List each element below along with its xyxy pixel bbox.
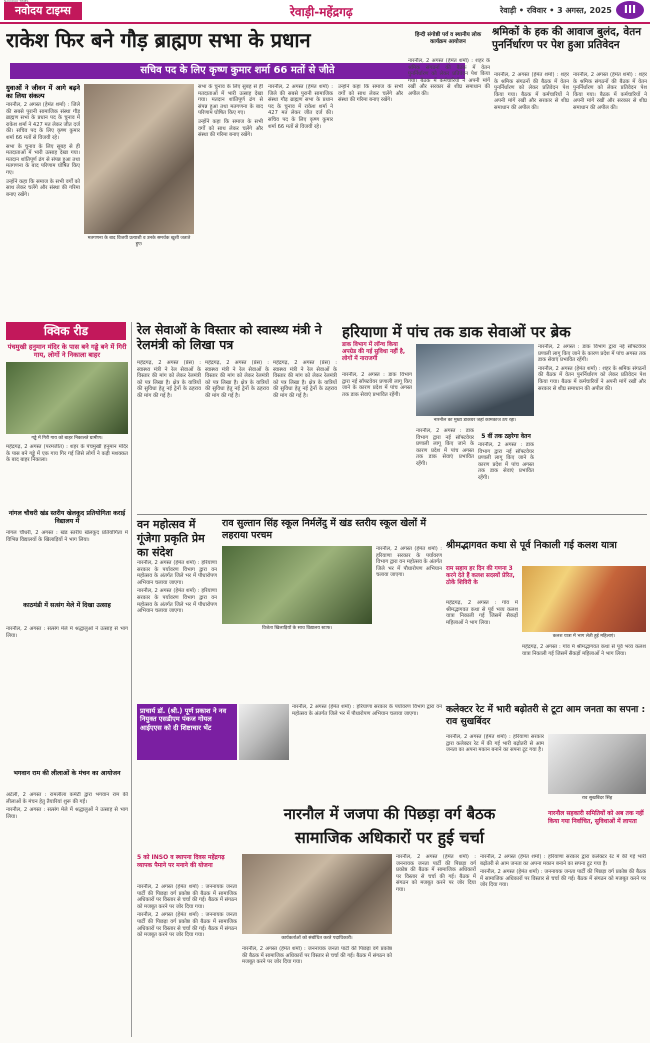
bottom-text-2: नारनौल, 2 अगस्त (हेमंत शर्मा) : जननायक जनता पार्टी की पिछड़ा वर्ग प्रकोष्ठ की बैठक में सामाजिक अधिकारों पर विस्तार से चर्चा की गई। बैठक में संगठन को मजबूत करने पर जोर दिया गया। (242, 946, 392, 966)
quick-read-item1-photo (6, 362, 128, 434)
bottom-left-body (137, 884, 237, 1036)
post-body-3 (478, 442, 534, 510)
right-top-text-3: नारनौल, 2 अगस्त (हेमंत शर्मा) : शहर के श्रमिक संगठनों की बैठक में वेतन पुनर्निर्धारण को लेकर प्रतिवेदन पेश किया गया। बैठक में कर्मचारियों ने अपनी मांगें रखीं और सरकार से शीघ्र समाधान की अपील की। (573, 72, 647, 111)
lead-photo-caption: मतगणना के बाद विजयी प्रत्याशी व उनके समर्थक खुशी जताते हुए। (87, 236, 191, 247)
kalash-subhead: राम सहाय हर दिन की गणना 3 करने देते हैं कलश सदस्यों प्रेरित, ठोकें शिविरी के (446, 566, 515, 586)
promo-text: नारनौल, 2 अगस्त (हेमंत शर्मा) : हरियाणा सरकार के पर्यावरण विभाग द्वारा वन महोत्सव के अंतर्गत जिले भर में पौधारोपण अभियान चलाया जाएगा। (292, 704, 442, 717)
post-text-4: नारनौल, 2 अगस्त : डाक विभाग द्वारा नई सॉफ्टवेयर प्रणाली लागू किए जाने के कारण प्रदेश में पांच अगस्त तक डाक सेवाएं प्रभावित रहेंगी। (538, 344, 646, 364)
post-box-title: 5 वीं तक ठहरेगा वेतन (481, 433, 531, 440)
rail-text-2: महेंद्रगढ़, 2 अगस्त (प्रेस) : स्वास्थ्य मंत्री ने रेल सेवाओं के विस्तार की मांग को लेकर रेलमंत्री को पत्र लिखा है। क्षेत्र के यात्रियों की सुविधा हेतु नई ट्रेनों के ठहराव की मांग की गई है। (205, 360, 269, 399)
kalash-headline: श्रीमद्भागवत कथा से पूर्व निकाली गई कलश यात्रा (446, 540, 617, 551)
right-top-col2 (494, 72, 569, 314)
bottom-headline-1: नारनौल में जजपा की पिछड़ा वर्ग बैठक (283, 805, 496, 823)
masthead-brand: नवोदय टाइम्स (4, 2, 82, 20)
van-text: नारनौल, 2 अगस्त (हेमंत शर्मा) : हरियाणा सरकार के पर्यावरण विभाग द्वारा वन महोत्सव के अंतर्गत जिले भर में पौधारोपण अभियान चलाया जाएगा। (137, 560, 217, 586)
kalash-text-2: महेंद्रगढ़, 2 अगस्त : गांव में श्रीमद्भागवत कथा से पूर्व भव्य कलश यात्रा निकाली गई जिसमें सैकड़ों महिलाओं ने भाग लिया। (522, 644, 646, 657)
right-top-body (408, 58, 490, 314)
school-text: नारनौल, 2 अगस्त (हेमंत शर्मा) : हरियाणा सरकार के पर्यावरण विभाग द्वारा वन महोत्सव के अंतर्गत जिले भर में पौधारोपण अभियान चलाया जाएगा। (376, 546, 442, 579)
post-text-2: नारनौल, 2 अगस्त : डाक विभाग द्वारा नई सॉफ्टवेयर प्रणाली लागू किए जाने के कारण प्रदेश में पांच अगस्त तक डाक सेवाएं प्रभावित रहेंगी। (416, 428, 474, 467)
right-top-headline: श्रमिकों के हक की आवाज बुलंद, वेतन पुनर्निर्धारण पर पेश हुआ प्रतिवेदन (492, 26, 642, 51)
collector-photo-caption: राव सुखबिंदर सिंह (581, 796, 613, 801)
bottom-headline-2: सामाजिक अधिकारों पर हुई चर्चा (294, 828, 485, 847)
van-headline: वन महोत्सव में गूंजेगा प्रकृति प्रेम का संदेश (137, 518, 205, 559)
quick-read-item3-title: काठमंडी में सत्संग मेले में दिखा उत्साह (23, 602, 111, 609)
post-photo (416, 344, 534, 416)
lead-subhead: सचिव पद के लिए कृष्ण कुमार शर्मा 66 मतों से जीते (10, 63, 465, 79)
bottom-right-body (480, 854, 646, 1036)
page-number-badge: III (616, 1, 644, 19)
quick-read-item2-title: नांगल चौधरी खंड स्तरीय खेलकूद प्रतियोगिता कराई विद्यालय में (8, 510, 126, 525)
lead-mid-text-2: उन्होंने कहा कि समाज के सभी वर्गों को साथ लेकर चलेंगे और संस्था की गरिमा बनाए रखेंगे। (198, 118, 263, 139)
school-photo (222, 546, 372, 624)
quick-read-item3-text: नारनौल, 2 अगस्त : सत्संग मेले में श्रद्धालुओं ने उत्साह से भाग लिया। (6, 626, 128, 639)
lead-right-text: नारनौल, 2 अगस्त (हेमंत शर्मा) : जिले की सबसे पुरानी सामाजिक संस्था गौड़ ब्राह्मण सभा के प्रधान पद के चुनाव में राकेश शर्मा ने 427 मत लेकर जीत दर्ज की। सचिव पद के लिए कृष्ण कुमार शर्मा 66 मतों से विजयी रहे। (268, 84, 333, 130)
school-headline: राव सुल्तान सिंह स्कूल निर्मलेंदु में खंड स्तरीय स्कूल खेलों में लहराया परचम (222, 518, 427, 541)
bottom-body-2 (242, 946, 392, 1036)
rail-text-1: महेंद्रगढ़, 2 अगस्त (प्रेस) : स्वास्थ्य मंत्री ने रेल सेवाओं के विस्तार की मांग को लेकर रेलमंत्री को पत्र लिखा है। क्षेत्र के यात्रियों की सुविधा हेतु नई ट्रेनों के ठहराव की मांग की गई है। (137, 360, 201, 399)
rail-body-1 (137, 360, 201, 510)
bottom-left-subhead: 5 को INSO व स्थापना दिवस महेंद्रगढ़ व्यापक पैमाने पर मनाने की योजना (137, 854, 225, 869)
lead-body-1: नारनौल, 2 अगस्त (हेमंत शर्मा) : जिले की सबसे पुरानी सामाजिक संस्था गौड़ ब्राह्मण सभा के प्रधान पद के चुनाव में राकेश शर्मा ने 427 मत लेकर जीत दर्ज की। सचिव पद के लिए कृष्ण कुमार शर्मा 66 मतों से विजयी रहे। (6, 102, 80, 141)
quick-read-item4-title: भगवान राम की लीलाओं के मंचन का आयोजन (13, 770, 121, 777)
right-top-text-2: नारनौल, 2 अगस्त (हेमंत शर्मा) : शहर के श्रमिक संगठनों की बैठक में वेतन पुनर्निर्धारण को लेकर प्रतिवेदन पेश किया गया। बैठक में कर्मचारियों ने अपनी मांगें रखीं और सरकार से शीघ्र समाधान की अपील की। (494, 72, 569, 111)
lead-far-column (338, 84, 403, 314)
quick-read-item1-title: पंचमुखी हनुमान मंदिर के पास बने गड्ढे बने में गिरी गाय, लोगों ने निकाला बाहर (7, 343, 127, 359)
bottom-right-text: नारनौल, 2 अगस्त (हेमंत शर्मा) : हरियाणा सरकार द्वारा कलेक्टर रेट में की गई भारी बढ़ोतरी से आम जनता का अपना मकान बनाने का सपना टूट गया है। (480, 854, 646, 867)
kalash-body (446, 600, 518, 700)
lead-headline: राकेश फिर बने गौड़ ब्राह्मण सभा के प्रधान (6, 28, 311, 52)
quick-read-item4-text: अटेली, 2 अगस्त : रामलीला कमेटी द्वारा भगवान राम की लीलाओं के मंचन हेतु तैयारियां शुरू की गईं। (6, 792, 128, 805)
lead-left-title: युवाओं ने जीवन में आगे बढ़ने का लिया संकल्प (6, 84, 80, 100)
bottom-right-text-2: नारनौल, 2 अगस्त (हेमंत शर्मा) : जननायक जनता पार्टी की पिछड़ा वर्ग प्रकोष्ठ की बैठक में सामाजिक अधिकारों पर विस्तार से चर्चा की गई। बैठक में संगठन को मजबूत करने पर जोर दिया गया। (480, 869, 646, 889)
bottom-right-subhead: नारनौल सहकारी समितियों को अब तक नहीं किया गया निर्वाचित, सुविधाओं में लापता (548, 810, 644, 825)
bottom-left-text-2: नारनौल, 2 अगस्त (हेमंत शर्मा) : जननायक जनता पार्टी की पिछड़ा वर्ग प्रकोष्ठ की बैठक में सामाजिक अधिकारों पर विस्तार से चर्चा की गई। बैठक में संगठन को मजबूत करने पर जोर दिया गया। (137, 912, 237, 939)
bottom-text-3: नारनौल, 2 अगस्त (हेमंत शर्मा) : जननायक जनता पार्टी की पिछड़ा वर्ग प्रकोष्ठ की बैठक में सामाजिक अधिकारों पर विस्तार से चर्चा की गई। बैठक में संगठन को मजबूत करने पर जोर दिया गया। (396, 854, 476, 893)
lead-body-3: उन्होंने कहा कि समाज के सभी वर्गों को साथ लेकर चलेंगे और संस्था की गरिमा बनाए रखेंगे। (6, 178, 80, 198)
kalash-body-2 (522, 644, 646, 700)
post-subhead: डाक विभाग में लॉन्च किया अपग्रेड की गई सुविधा नहीं है, लोगों में नाराजगी (342, 342, 406, 362)
quick-read-divider (131, 322, 132, 1037)
right-top-text: नारनौल, 2 अगस्त (हेमंत शर्मा) : शहर के श्रमिक संगठनों की बैठक में वेतन पुनर्निर्धारण को लेकर प्रतिवेदन पेश किया गया। बैठक में कर्मचारियों ने अपनी मांगें रखीं और सरकार से शीघ्र समाधान की अपील की। (408, 58, 490, 97)
quick-read-item4-body (6, 792, 128, 1032)
lead-left-column (6, 84, 80, 314)
collector-text: नारनौल, 2 अगस्त (हेमंत शर्मा) : हरियाणा सरकार द्वारा कलेक्टर रेट में की गई भारी बढ़ोतरी से आम जनता का अपना मकान बनाने का सपना टूट गया है। (446, 734, 544, 754)
school-body (376, 546, 442, 700)
quick-read-item1-caption: गड्ढे में गिरी गाय को बाहर निकालते ग्रामीण। (31, 436, 103, 441)
school-photo-caption: विजेता खिलाड़ियों के साथ विद्यालय स्टाफ। (262, 626, 332, 631)
quick-read-label: क्विक रीड (6, 322, 126, 340)
post-headline: हरियाणा में पांच तक डाक सेवाओं पर ब्रेक (342, 323, 571, 341)
van-text-2: नारनौल, 2 अगस्त (हेमंत शर्मा) : हरियाणा सरकार के पर्यावरण विभाग द्वारा वन महोत्सव के अंतर्गत जिले भर में पौधारोपण अभियान चलाया जाएगा। (137, 588, 217, 615)
lead-body-2: सभा के चुनाव के लिए सुबह से ही मतदाताओं में भारी उत्साह देखा गया। मतदान शांतिपूर्ण ढंग से संपन्न हुआ तथा मतगणना के बाद परिणाम घोषित किए गए। (6, 143, 80, 176)
lead-far-text: उन्होंने कहा कि समाज के सभी वर्गों को साथ लेकर चलेंगे और संस्था की गरिमा बनाए रखेंगे। (338, 84, 403, 104)
rail-body-3 (273, 360, 337, 510)
post-text-1: नारनौल, 2 अगस्त : डाक विभाग द्वारा नई सॉफ्टवेयर प्रणाली लागू किए जाने के कारण प्रदेश में पांच अगस्त तक डाक सेवाएं प्रभावित रहेंगी। (342, 372, 412, 398)
lead-mid-text: सभा के चुनाव के लिए सुबह से ही मतदाताओं में भारी उत्साह देखा गया। मतदान शांतिपूर्ण ढंग से संपन्न हुआ तथा मतगणना के बाद परिणाम घोषित किए गए। (198, 84, 263, 117)
bottom-left-text: नारनौल, 2 अगस्त (हेमंत शर्मा) : जननायक जनता पार्टी की पिछड़ा वर्ग प्रकोष्ठ की बैठक में सामाजिक अधिकारों पर विस्तार से चर्चा की गई। बैठक में संगठन को मजबूत करने पर जोर दिया गया। (137, 884, 237, 910)
post-photo-caption: नारनौल का मुख्य डाकघर जहां कामकाज ठप रहा। (433, 418, 517, 423)
right-top-col3 (573, 72, 647, 314)
post-body-1 (342, 372, 412, 510)
kalash-text: महेंद्रगढ़, 2 अगस्त : गांव में श्रीमद्भागवत कथा से पूर्व भव्य कलश यात्रा निकाली गई जिसमें सैकड़ों महिलाओं ने भाग लिया। (446, 600, 518, 626)
quick-read-item2-text: नांगल चौधरी, 2 अगस्त : खंड स्तरीय खेलकूद प्रतियोगिता में विभिन्न विद्यालयों के खिलाड़ियों ने भाग लिया। (6, 530, 128, 543)
post-body-2 (416, 428, 474, 510)
quick-read-item4-text-2: नारनौल, 2 अगस्त : सत्संग मेले में श्रद्धालुओं ने उत्साह से भाग लिया। (6, 807, 128, 820)
kalash-photo-caption: कलश यात्रा में भाग लेती हुई महिलाएं। (552, 634, 616, 639)
collector-body (446, 734, 544, 800)
kalash-photo (522, 566, 646, 632)
bottom-photo (242, 854, 392, 934)
quick-read-item2-body (6, 530, 128, 584)
bottom-body-3 (396, 854, 476, 1036)
collector-headline: कलेक्टर रेट में भारी बढ़ोतरी से टूटा आम जनता का सपना : राव सुखबिंदर (446, 704, 646, 727)
masthead-edition: रेवाड़ी-महेंद्रगढ़ (290, 5, 353, 19)
lead-photo (84, 84, 194, 234)
quick-read-item3-body (6, 626, 128, 716)
post-text-3: नारनौल, 2 अगस्त : डाक विभाग द्वारा नई सॉफ्टवेयर प्रणाली लागू किए जाने के कारण प्रदेश में पांच अगस्त तक डाक सेवाएं प्रभावित रहेंगी। (478, 442, 534, 481)
rail-headline: रेल सेवाओं के विस्तार को स्वास्थ्य मंत्री ने रेलमंत्री को लिखा पत्र (137, 322, 322, 352)
masthead-date: रेवाड़ी • रविवार • 3 अगस्त, 2025 (500, 6, 612, 15)
van-body (137, 560, 217, 700)
bottom-photo-caption: कार्यकर्ताओं को संबोधित करते पदाधिकारी। (281, 936, 353, 941)
post-body-4 (538, 344, 646, 510)
row2-rule (137, 514, 647, 515)
right-top-kicker: हिन्दी संगोष्ठी पर्व व स्थानीय लोक कार्यक्रम आयोजन (414, 32, 482, 45)
post-text-5: नारनौल, 2 अगस्त (हेमंत शर्मा) : शहर के श्रमिक संगठनों की बैठक में वेतन पुनर्निर्धारण को लेकर प्रतिवेदन पेश किया गया। बैठक में कर्मचारियों ने अपनी मांगें रखीं और सरकार से शीघ्र समाधान की अपील की। (538, 365, 646, 392)
lead-right-column (268, 84, 333, 314)
promo-box: प्राचार्य डॉ. (श्री.) पूर्ण प्रकाश ने नव नियुक्त एसडीएम पंकज गोयल आईएएस को दी शिष्टाचार भेंट (137, 704, 237, 760)
quick-read-item1-text: महेंद्रगढ़, 2 अगस्त (परमजीत) : शहर के पंचमुखी हनुमान मंदिर के पास बने गड्ढे में एक गाय गिर गई जिसे लोगों ने कड़ी मशक्कत के बाद बाहर निकाला। (6, 444, 128, 464)
promo-photo (239, 704, 289, 760)
quick-read-item1-body (6, 444, 128, 484)
lead-mid-column (198, 84, 263, 314)
collector-photo (548, 734, 646, 794)
rail-text-3: महेंद्रगढ़, 2 अगस्त (प्रेस) : स्वास्थ्य मंत्री ने रेल सेवाओं के विस्तार की मांग को लेकर रेलमंत्री को पत्र लिखा है। क्षेत्र के यात्रियों की सुविधा हेतु नई ट्रेनों के ठहराव की मांग की गई है। (273, 360, 337, 399)
promo-body (292, 704, 442, 794)
rail-body-2 (205, 360, 269, 510)
